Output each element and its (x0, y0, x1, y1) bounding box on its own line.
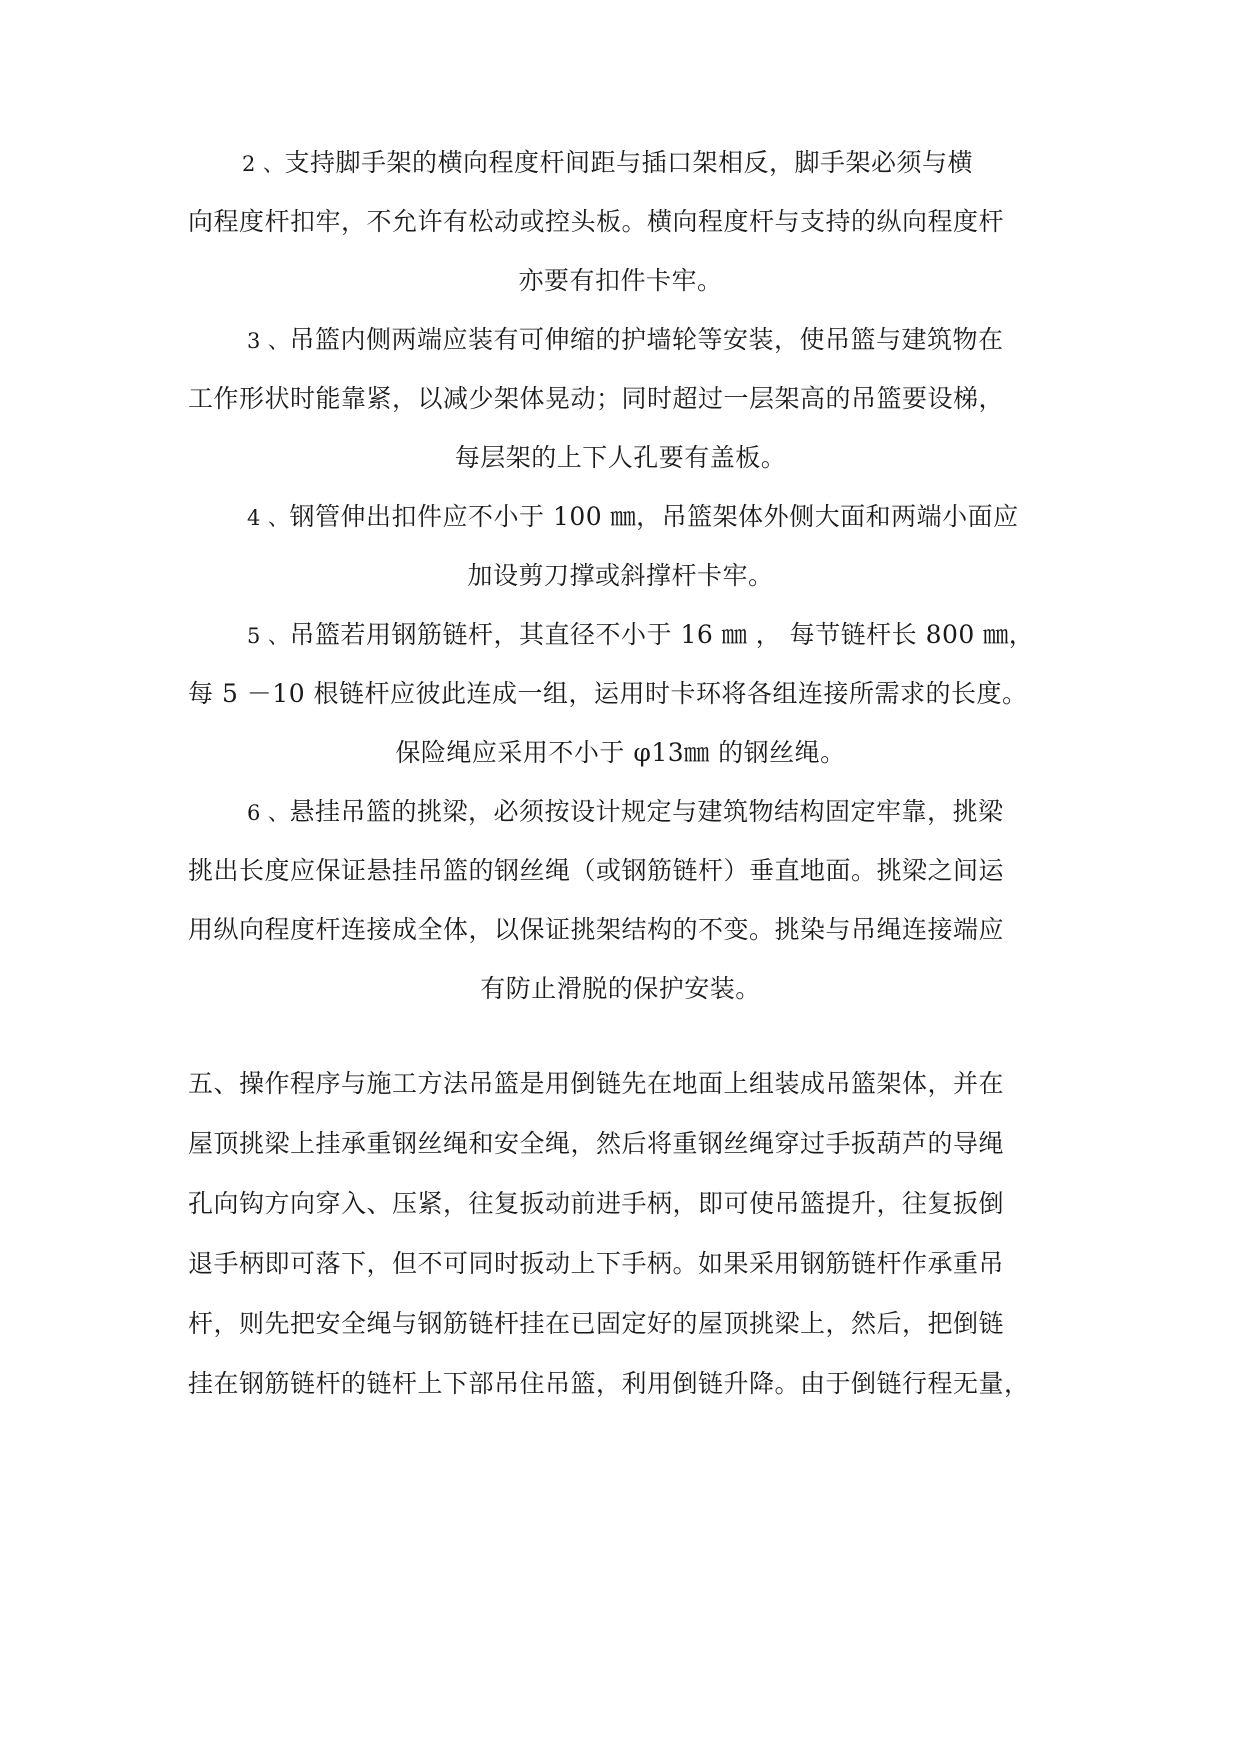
item-2-text-1: 支持脚手架的横向程度杆间距与插口架相反，脚手架必须与横 (284, 148, 974, 177)
section-5-line-4: 退手柄即可落下，但不可同时扳动上下手柄。如果采用钢筋链杆作承重吊 (188, 1249, 1005, 1278)
item-2-line-1 (0, 146, 1241, 181)
item-3-line-1 (0, 323, 1241, 358)
item-3-text-1: 吊篮内侧两端应装有可伸缩的护墙轮等安装，使吊篮与建筑物在 (289, 325, 1004, 354)
section-5-line-6: 挂在钢筋链杆的链杆上下部吊住吊篮，利用倒链升降。由于倒链行程无量， (188, 1369, 1030, 1398)
section-5-line-1: 五、操作程序与施工方法吊篮是用倒链先在地面上组装成吊篮架体，并在 (188, 1069, 1005, 1098)
item-6-line-4: 有防止滑脱的保护安装。 (480, 974, 761, 1003)
item-3-line-3: 每层架的上下人孔要有盖板。 (454, 443, 787, 472)
item-5-line-1 (0, 618, 1241, 653)
item-4-line-2: 加设剪刀撑或斜撑杆卡牢。 (467, 561, 774, 590)
item-4-number: 4 、 (247, 506, 290, 530)
section-5-line-5: 杆，则先把安全绳与钢筋链杆挂在已固定好的屋顶挑梁上，然后，把倒链 (188, 1309, 1005, 1338)
item-5-number: 5 、 (247, 624, 290, 648)
item-5-text-1: 吊篮若用钢筋链杆，其直径不小于 16 ㎜ ， 每节链杆长 800 ㎜， (289, 620, 1035, 649)
item-6-line-1 (0, 795, 1241, 830)
item-5-line-3: 保险绳应采用不小于 φ13㎜ 的钢丝绳。 (395, 738, 846, 767)
item-5-line-2: 每 5 －10 根链杆应彼此连成一组，运用时卡环将各组连接所需求的长度。 (188, 679, 1028, 708)
item-2-number: 2 、 (242, 152, 285, 176)
item-2-line-2: 向程度杆扣牢，不允许有松动或控头板。横向程度杆与支持的纵向程度杆 (188, 207, 1005, 236)
item-4-line-1 (0, 500, 1241, 535)
item-3-line-2: 工作形状时能靠紧，以减少架体晃动；同时超过一层架高的吊篮要设梯， (188, 384, 1005, 413)
item-6-number: 6 、 (247, 801, 290, 825)
item-2-line-3: 亦要有扣件卡牢。 (518, 266, 723, 295)
item-4-text-1: 钢管伸出扣件应不小于 100 ㎜，吊篮架体外侧大面和两端小面应 (289, 502, 1019, 531)
item-6-line-2: 挑出长度应保证悬挂吊篮的钢丝绳（或钢筋链杆）垂直地面。挑梁之间运 (188, 856, 1005, 885)
item-6-line-3: 用纵向程度杆连接成全体，以保证挑架结构的不变。挑染与吊绳连接端应 (188, 915, 1005, 944)
item-3-number: 3 、 (247, 329, 290, 353)
section-5-line-2: 屋顶挑梁上挂承重钢丝绳和安全绳，然后将重钢丝绳穿过手扳葫芦的导绳 (188, 1129, 1005, 1158)
section-5-line-3: 孔向钩方向穿入、压紧，往复扳动前进手柄，即可使吊篮提升，往复扳倒 (188, 1189, 1005, 1218)
item-6-text-1: 悬挂吊篮的挑梁，必须按设计规定与建筑物结构固定牢靠，挑梁 (289, 797, 1004, 826)
